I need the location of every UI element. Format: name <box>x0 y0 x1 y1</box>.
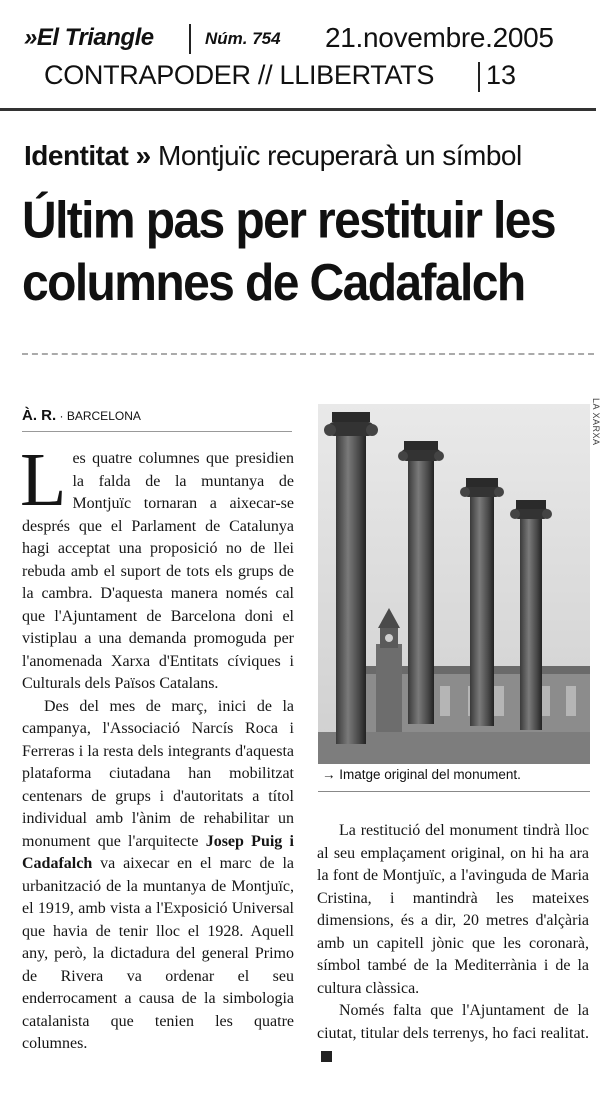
monument-photo <box>318 404 590 764</box>
end-of-article-icon: ◂ <box>321 1051 332 1062</box>
header-divider <box>478 62 480 92</box>
header-rule <box>0 108 596 111</box>
kicker <box>24 140 522 172</box>
section-title: CONTRAPODER // LLIBERTATS <box>44 60 435 90</box>
kicker-text: Montjuïc recuperarà un símbol <box>158 140 522 171</box>
headline-rule <box>22 353 594 355</box>
paragraph-3: La restitució del monument tindrà lloc al seu emplaçament original, on hi ha ara la font de Montjuïc, a l'avinguda de Maria Cristina, i mantindrà les mateixes dimensions, és a dir, 20 metres d'alçària amb un capitell jònic que les coronarà, símbol també de la Mediterrània i de la cultura clàssica. <box>317 822 589 997</box>
paragraph-1 <box>20 438 294 696</box>
byline-author: À. R. <box>22 407 57 424</box>
byline-rule <box>22 431 292 432</box>
paragraph-2-text-b: va aixecar en el marc de la urbanització de la muntanya de Montjuïc, el 1919, amb vista a l'Exposició Universal que havia de tenir lloc el 1928. Aquell any, però, la dictadura del general Primo de Rivera va ordenar el seu enderrocament a causa de la simbologia catalanista que tenien les quatre columnes. <box>22 855 294 1052</box>
drop-cap: L <box>20 438 67 522</box>
caption-rule <box>318 791 590 792</box>
paragraph-2-text-a: Des del mes de març, inici de la campanya, l'Associació Narcís Roca i Ferreras i la resta dels integrants d'aquesta plataforma ciutadana han mobilitzat centenars de grups i d'autoritats a títol individual amb l'ànim de rehabilitar un monument que l'arquitecte <box>22 697 294 850</box>
article-column-right <box>317 820 589 1068</box>
kicker-label: Identitat » <box>24 140 151 171</box>
paragraph-4 <box>317 1000 589 1068</box>
issue-number: Núm. 754 <box>205 29 281 48</box>
byline <box>22 407 141 424</box>
paragraph-2 <box>22 696 294 1056</box>
architect-name: Josep Puig i Cadafalch <box>22 832 294 872</box>
columns-illustration <box>318 404 590 764</box>
photo-caption: → Imatge original del monument. <box>322 767 521 782</box>
article-headline: Últim pas per restituir les columnes de Cadafalch <box>22 192 555 313</box>
paragraph-4-text: Només falta que l'Ajuntament de la ciutat, titular dels terrenys, ho faci realitat. <box>317 1002 589 1042</box>
photo-credit: LA XARXA <box>591 398 601 446</box>
page-number: 13 <box>486 60 517 90</box>
article-column-left <box>20 438 294 1056</box>
header-divider <box>189 24 191 54</box>
paragraph-1-text: es quatre columnes que presidien la falda de la muntanya de Montjuïc tornaran a aixecar-se després que el Parlament de Catalunya hagi acceptat una proposició no de llei rebuda amb el suport de tots els grups de la cambra. D'aquesta manera només cal que l'Ajuntament de Barcelona doni el vistiplau a una demanda promoguda per l'anomenada Xarxa d'Entitats cíviques i Culturals dels Països Catalans. <box>22 450 294 692</box>
publication-name: »El Triangle <box>24 24 154 51</box>
byline-location: · BARCELONA <box>59 409 141 423</box>
issue-date: 21.novembre.2005 <box>325 22 554 53</box>
